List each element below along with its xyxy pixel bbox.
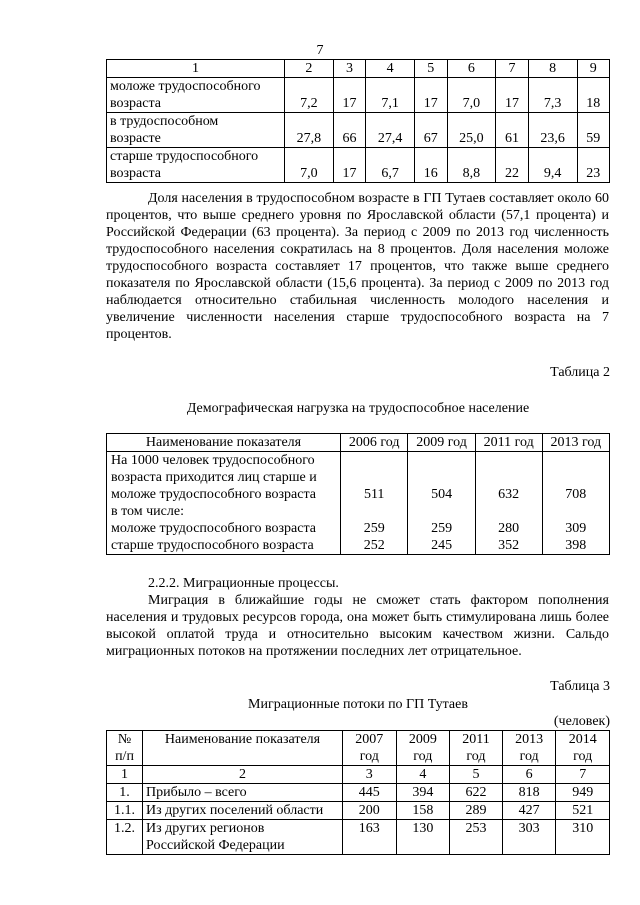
cell: 253 [450, 820, 503, 855]
cell: 9,4 [528, 148, 577, 183]
cell: 66 [333, 113, 366, 148]
row-label: На 1000 человек трудоспособного возраста приходится лиц старше и моложе трудоспособного возраста в том числе: моложе трудоспособного возраста старше трудоспособного возраста [107, 452, 341, 555]
col-number: 6 [502, 766, 556, 784]
cell: 22 [496, 148, 529, 183]
page-number: 7 [316, 43, 324, 58]
col-number: 5 [415, 60, 448, 78]
table-row [107, 78, 610, 113]
cell: 67 [415, 113, 448, 148]
cell: 622 [450, 784, 503, 802]
table-title: Миграционные потоки по ГП Тутаев [248, 697, 468, 712]
table-row [107, 820, 610, 855]
col-number: 4 [396, 766, 450, 784]
cell: 7,2 [285, 78, 334, 113]
table-row [107, 802, 610, 820]
header-cell: № п/п [107, 731, 143, 766]
col-number: 7 [496, 60, 529, 78]
cell: 18 [577, 78, 610, 113]
cell: 511 259 252 [341, 452, 408, 555]
table-row [107, 113, 610, 148]
table-label: Таблица 2 [550, 365, 610, 380]
header-cell: 2007 год [343, 731, 397, 766]
row-label: в трудоспособном возрасте [107, 113, 285, 148]
cell: 289 [450, 802, 503, 820]
col-number: 2 [285, 60, 334, 78]
header-cell: 2014 год [556, 731, 610, 766]
table-row [107, 784, 610, 802]
cell: 708 309 398 [542, 452, 609, 555]
header-cell: Наименование показателя [107, 434, 341, 452]
header-cell: 2013 год [542, 434, 609, 452]
header-cell: 2009 год [408, 434, 475, 452]
row-label: Прибыло – всего [143, 784, 343, 802]
header-cell: 2011 год [475, 434, 542, 452]
body-paragraph: Миграция в ближайшие годы не сможет стать фактором пополнения населения и трудовых ресурсов города, она может быть стимулирована лишь более высокой оплатой труда и относительно высоким качеством жизни. Сальдо миграционных потоков на протяжении последних лет отрицательное. [106, 593, 609, 659]
table-header-row [107, 60, 610, 78]
table-label: Таблица 3 [550, 679, 610, 694]
cell: 504 259 245 [408, 452, 475, 555]
row-label: старше трудоспособного возраста [107, 148, 285, 183]
body-paragraph: Доля населения в трудоспособном возрасте в ГП Тутаев составляет около 60 процентов, что выше среднего уровня по Ярославской области (57,1 процента) и Российской Федерации (63 процента). За период с 2009 по 2013 год численность трудоспособного населения сократилась на 8 процентов. Доля населения моложе трудоспособного возраста составляет 17 процентов, что также выше среднего показателя по Ярославской области (15,6 процента). За период с 2009 по 2013 год наблюдается относительно стабильная численность молодого населения и увеличение численности населения старше трудоспособного возраста на 7 процентов. [106, 191, 609, 342]
col-number: 2 [143, 766, 343, 784]
col-number: 9 [577, 60, 610, 78]
col-number: 3 [343, 766, 397, 784]
row-label: Из других регионов Российской Федерации [143, 820, 343, 855]
header-cell: 2011 год [450, 731, 503, 766]
cell: 23,6 [528, 113, 577, 148]
cell: 130 [396, 820, 450, 855]
cell: 16 [415, 148, 448, 183]
cell: 8,8 [447, 148, 496, 183]
cell: 7,0 [285, 148, 334, 183]
cell: 61 [496, 113, 529, 148]
table-col-number-row [107, 766, 610, 784]
cell: 445 [343, 784, 397, 802]
col-number: 1 [107, 766, 143, 784]
cell: 7,1 [366, 78, 415, 113]
row-number: 1.2. [107, 820, 143, 855]
col-number: 3 [333, 60, 366, 78]
cell: 59 [577, 113, 610, 148]
cell: 25,0 [447, 113, 496, 148]
col-number: 4 [366, 60, 415, 78]
cell: 521 [556, 802, 610, 820]
row-number: 1. [107, 784, 143, 802]
cell: 17 [333, 148, 366, 183]
header-cell: 2009 год [396, 731, 450, 766]
cell: 6,7 [366, 148, 415, 183]
col-number: 5 [450, 766, 503, 784]
row-label: Из других поселений области [143, 802, 343, 820]
cell: 27,4 [366, 113, 415, 148]
cell: 949 [556, 784, 610, 802]
col-number: 1 [107, 60, 285, 78]
migration-flows-table [106, 730, 610, 855]
cell: 158 [396, 802, 450, 820]
cell: 27,8 [285, 113, 334, 148]
cell: 23 [577, 148, 610, 183]
cell: 17 [496, 78, 529, 113]
cell: 310 [556, 820, 610, 855]
cell: 17 [333, 78, 366, 113]
table-header-row [107, 434, 610, 452]
header-cell: 2013 год [502, 731, 556, 766]
cell: 303 [502, 820, 556, 855]
cell: 200 [343, 802, 397, 820]
table-row [107, 148, 610, 183]
section-block [106, 575, 609, 660]
cell: 163 [343, 820, 397, 855]
cell: 427 [502, 802, 556, 820]
header-cell: Наименование показателя [143, 731, 343, 766]
section-heading: 2.2.2. Миграционные процессы. [148, 576, 339, 591]
age-structure-table [106, 59, 610, 183]
row-label: моложе трудоспособного возраста [107, 78, 285, 113]
cell: 394 [396, 784, 450, 802]
col-number: 6 [447, 60, 496, 78]
col-number: 8 [528, 60, 577, 78]
cell: 7,0 [447, 78, 496, 113]
cell: 17 [415, 78, 448, 113]
cell: 7,3 [528, 78, 577, 113]
table-row [107, 452, 610, 555]
row-number: 1.1. [107, 802, 143, 820]
table-title: Демографическая нагрузка на трудоспособное население [186, 401, 530, 416]
col-number: 7 [556, 766, 610, 784]
table-header-row [107, 731, 610, 766]
demographic-load-table [106, 433, 610, 555]
cell: 818 [502, 784, 556, 802]
cell: 632 280 352 [475, 452, 542, 555]
table-unit: (человек) [553, 714, 610, 729]
header-cell: 2006 год [341, 434, 408, 452]
